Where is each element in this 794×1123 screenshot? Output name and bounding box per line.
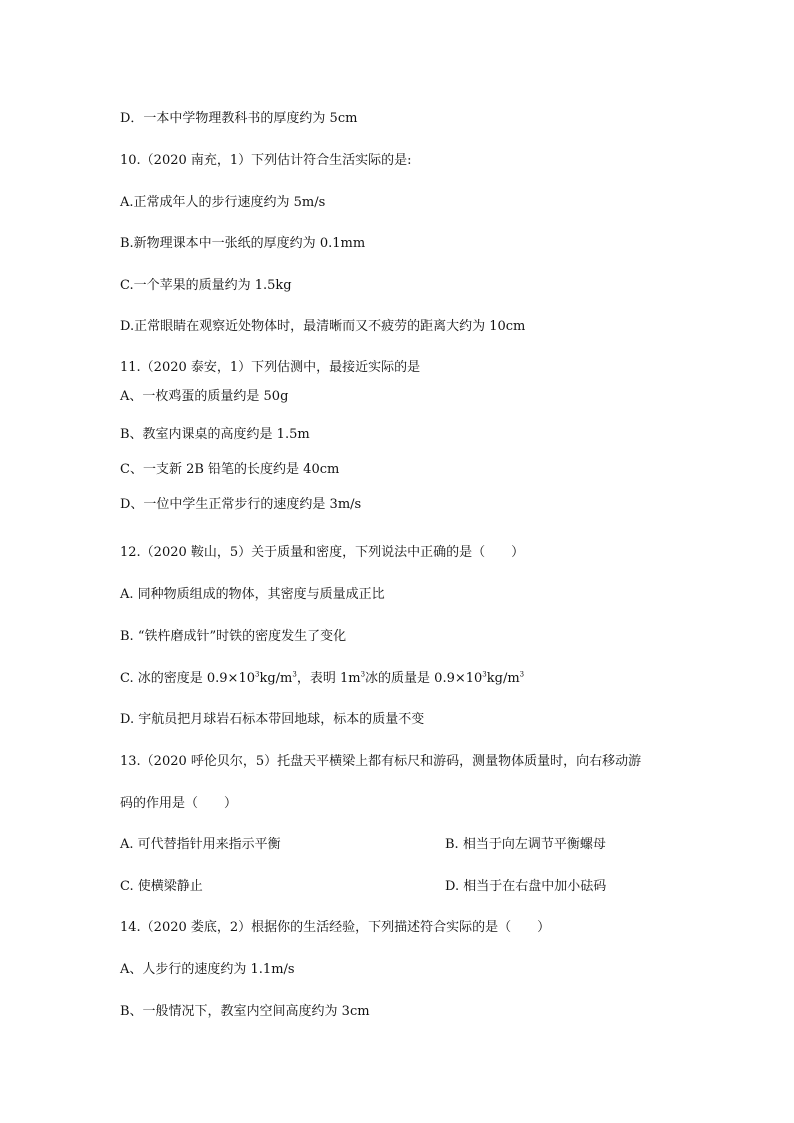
q10-stem: 10.（2020 南充，1）下列估计符合生活实际的是: (120, 153, 412, 168)
density-exp-1: 3 (255, 670, 260, 679)
q10-option-b: B.新物理课本中一张纸的厚度约为 0.1mm (120, 236, 366, 251)
q12-option-d: D. 宇航员把月球岩石标本带回地球，标本的质量不变 (120, 712, 425, 727)
q12-stem: 12.（2020 鞍山，5）关于质量和密度，下列说法中正确的是（ ） (120, 545, 525, 560)
q9-option-d: D．一本中学物理教科书的厚度约为 5cm (120, 111, 358, 126)
q13-option-c: C. 使横梁静止 (120, 879, 203, 894)
density-text-3: ，表明 1m (296, 671, 361, 686)
density-text-5: kg/m (486, 671, 520, 686)
q11-option-b: B、教室内课桌的高度约是 1.5m (120, 427, 310, 442)
q13-option-b: B. 相当于向左调节平衡螺母 (445, 837, 606, 852)
density-exp-4: 3 (482, 670, 487, 679)
q13-stem-line-2: 码的作用是（ ） (120, 796, 238, 811)
q12-option-b: B. “铁杵磨成针”时铁的密度发生了变化 (120, 629, 347, 644)
density-text-2: kg/m (259, 671, 293, 686)
q12-option-a: A. 同种物质组成的物体，其密度与质量成正比 (120, 587, 385, 602)
q14-option-b: B、一般情况下，教室内空间高度约为 3cm (120, 1004, 370, 1019)
q11-option-d: D、一位中学生正常步行的速度约是 3m/s (120, 497, 362, 512)
density-exp-5: 3 (519, 670, 525, 679)
q13-stem-line-1: 13.（2020 呼伦贝尔，5）托盘天平横梁上都有标尺和游码，测量物体质量时，向右移动游 (120, 754, 642, 769)
q14-option-a: A、人步行的速度约为 1.1m/s (120, 962, 295, 977)
density-exp-2: 3 (292, 670, 297, 679)
density-text-1: C. 冰的密度是 0.9×10 (120, 671, 255, 686)
q10-option-a: A.正常成年人的步行速度约为 5m/s (120, 195, 326, 210)
q14-stem: 14.（2020 娄底，2）根据你的生活经验，下列描述符合实际的是（ ） (120, 920, 551, 935)
q12-option-c (120, 671, 524, 687)
density-text-4: 冰的质量是 0.9×10 (365, 671, 483, 686)
q11-option-c: C、一支新 2B 铅笔的长度约是 40cm (120, 462, 340, 477)
q11-stem: 11.（2020 泰安，1）下列估测中，最接近实际的是 (120, 360, 421, 375)
q11-option-a: A、一枚鸡蛋的质量约是 50g (120, 389, 289, 404)
density-exp-3: 3 (360, 670, 366, 679)
q10-option-d: D.正常眼睛在观察近处物体时，最清晰而又不疲劳的距离大约为 10cm (120, 319, 526, 334)
q10-option-c: C.一个苹果的质量约为 1.5kg (120, 278, 292, 293)
q13-option-a: A. 可代替指针用来指示平衡 (120, 837, 281, 852)
q13-option-d: D. 相当于在右盘中加小砝码 (445, 879, 607, 894)
